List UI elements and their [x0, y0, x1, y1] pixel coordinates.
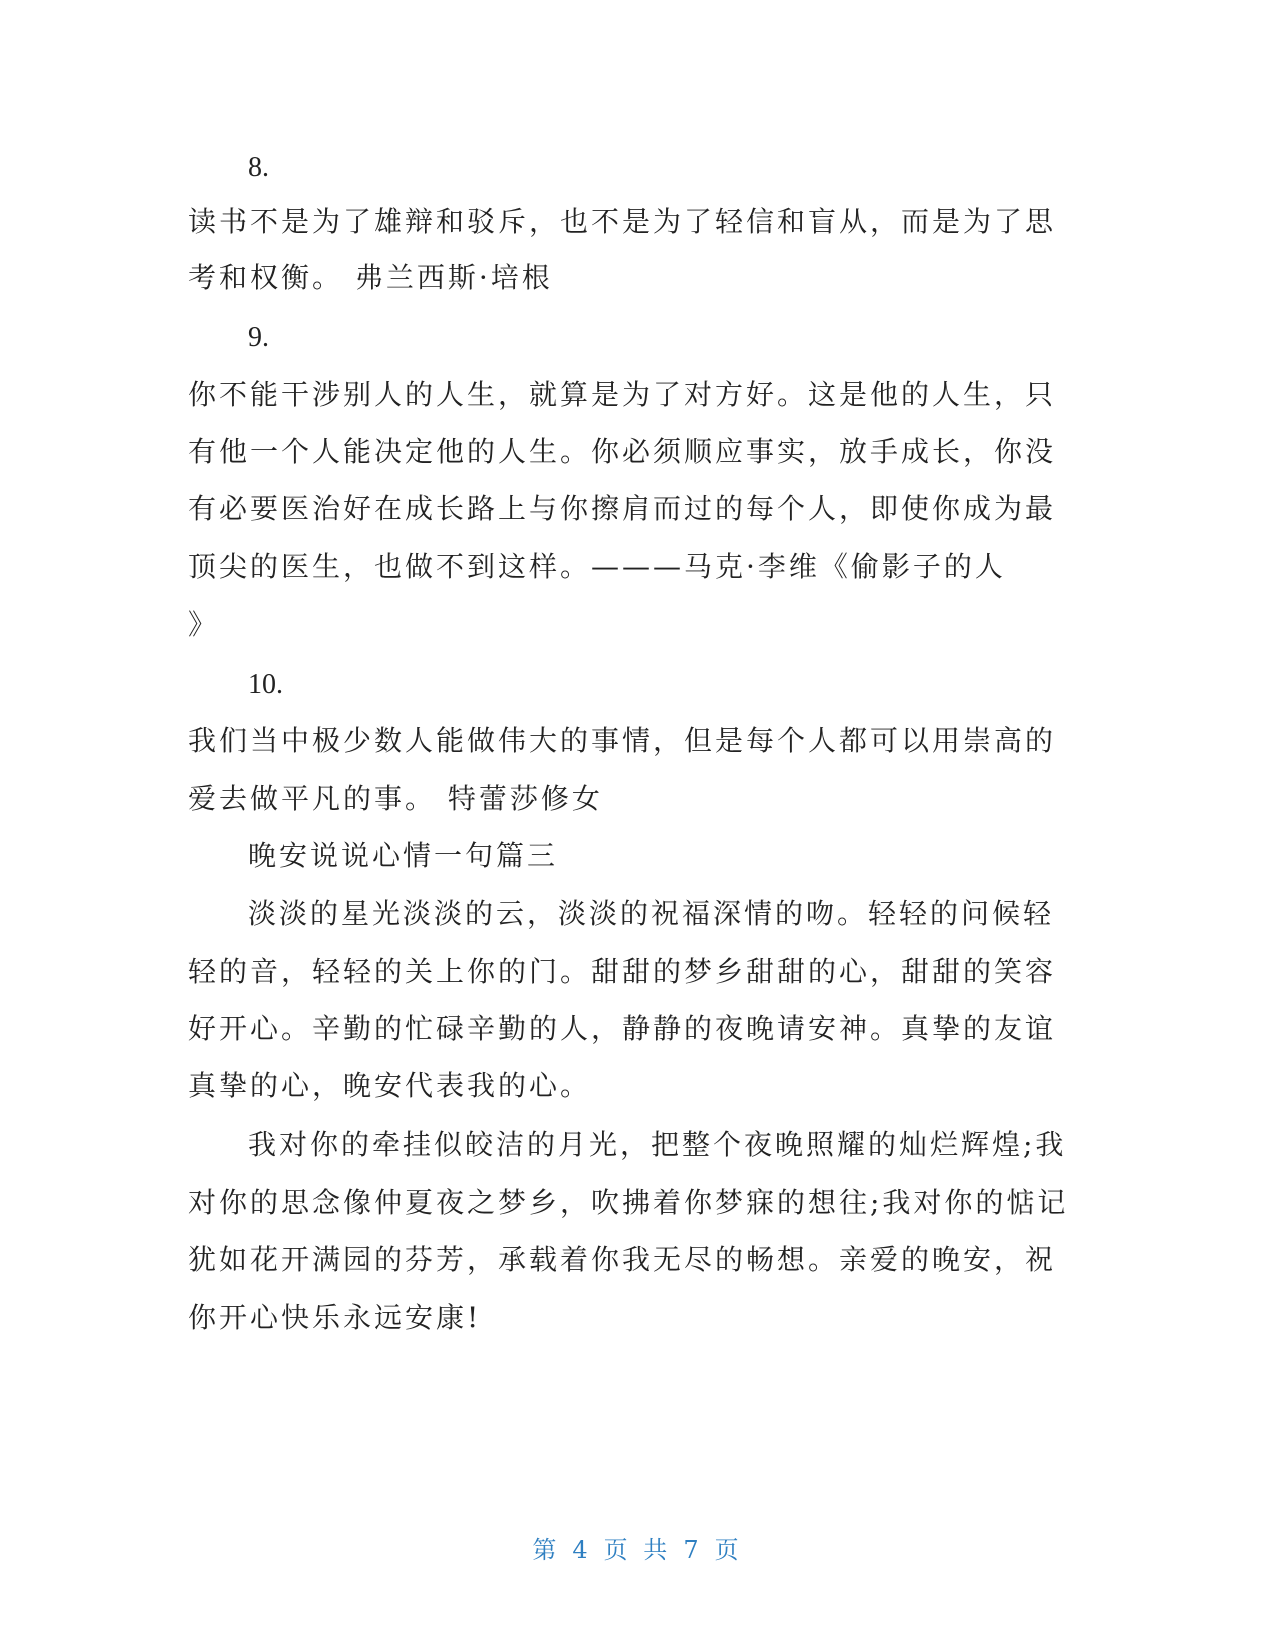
- paragraph-line: 真挚的心，晚安代表我的心。: [188, 1069, 592, 1102]
- footer-prefix: 第: [532, 1536, 561, 1564]
- footer-total-pages: 7: [683, 1536, 703, 1564]
- text-line: 考和权衡。 弗兰西斯·培根: [188, 261, 553, 294]
- text-line: 有他一个人能决定他的人生。你必须顺应事实，放手成长，你没: [188, 435, 1057, 468]
- text-line: 顶尖的医生，也做不到这样。———马克·李维《偷影子的人: [188, 550, 1006, 583]
- section-title: 晚安说说心情一句篇三: [248, 839, 559, 872]
- text-line: 我们当中极少数人能做伟大的事情，但是每个人都可以用崇高的: [188, 724, 1057, 757]
- paragraph-line: 对你的思念像仲夏夜之梦乡，吹拂着你梦寐的想往;我对你的惦记: [188, 1186, 1069, 1219]
- item-number: 10.: [248, 669, 283, 700]
- text-line: 爱去做平凡的事。 特蕾莎修女: [188, 782, 603, 815]
- text-line: 你不能干涉别人的人生，就算是为了对方好。这是他的人生，只: [188, 378, 1057, 411]
- item-number: 8.: [248, 152, 269, 183]
- footer-suffix: 页: [714, 1536, 743, 1564]
- item-number: 9.: [248, 322, 269, 353]
- paragraph-line: 你开心快乐永远安康!: [188, 1301, 482, 1334]
- text-line: 》: [188, 608, 220, 641]
- footer-middle: 页 共: [603, 1536, 672, 1564]
- paragraph-line: 好开心。辛勤的忙碌辛勤的人，静静的夜晚请安神。真挚的友谊: [188, 1012, 1057, 1045]
- paragraph-line: 淡淡的星光淡淡的云，淡淡的祝福深情的吻。轻轻的问候轻: [248, 897, 1055, 930]
- paragraph-line: 我对你的牵挂似皎洁的月光，把整个夜晚照耀的灿烂辉煌;我: [248, 1128, 1067, 1161]
- text-line: 有必要医治好在成长路上与你擦肩而过的每个人，即使你成为最: [188, 492, 1057, 525]
- page-footer: [0, 1530, 1275, 1565]
- paragraph-line: 犹如花开满园的芬芳，承载着你我无尽的畅想。亲爱的晚安，祝: [188, 1243, 1057, 1276]
- text-line: 读书不是为了雄辩和驳斥，也不是为了轻信和盲从，而是为了思: [188, 205, 1057, 238]
- footer-page-number: 4: [572, 1536, 592, 1564]
- paragraph-line: 轻的音，轻轻的关上你的门。甜甜的梦乡甜甜的心，甜甜的笑容: [188, 955, 1057, 988]
